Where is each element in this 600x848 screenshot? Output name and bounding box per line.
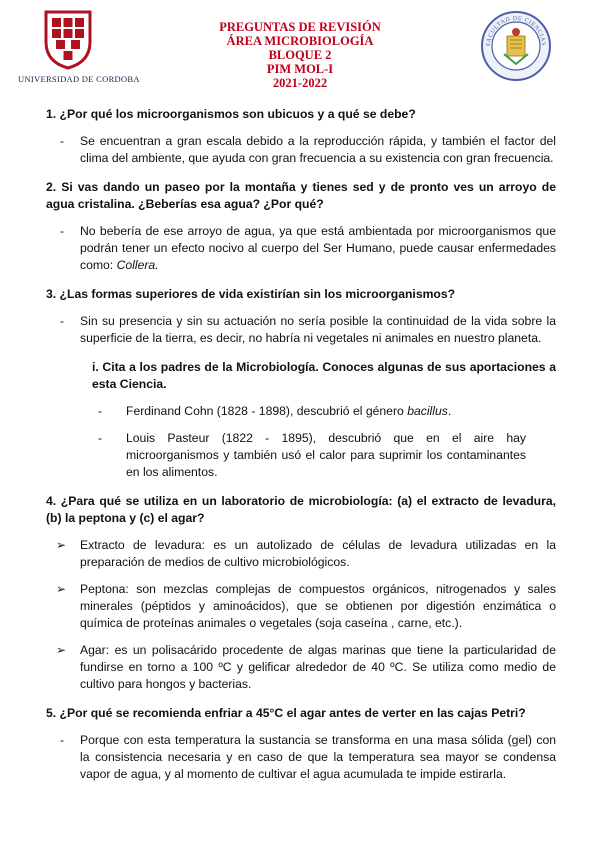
question-1: 1. ¿Por qué los microorganismos son ubicuos y a qué se debe? [46, 107, 416, 121]
answer-3 [46, 313, 556, 347]
document-body [46, 106, 556, 783]
bullet-agar-text: Agar: es un polisacárido procedente de algas marinas que tiene la particularidad de fundirse en torno a 100 ºC y gelificar alrededor de 40 ºC. Se utiliza como medio de cultivo para hongos y bacterias. [80, 643, 556, 691]
question-2: 2. Si vas dando un paseo por la montaña y tienes sed y de pronto ves un arroyo de agua cristalina. ¿Beberías esa agua? ¿Por qué? [46, 180, 556, 211]
question-5: 5. ¿Por qué se recomienda enfriar a 45°C el agar antes de verter en las cajas Petri? [46, 706, 526, 720]
bullet-peptone-text: Peptona: son mezclas complejas de compuestos orgánicos, nitrogenados y sales minerales (péptidos y aminoácidos), que se obtienen por digestión enzimática o química de proteínas animales o vegetales (soja caseína , carne, etc.). [80, 582, 556, 630]
seal-text: FACULTAD DE CIENCIAS [485, 15, 547, 47]
bullet-yeast-extract-text: Extracto de levadura: es un autolizado de células de levadura utilizadas en la preparación de medios de cultivo microbiológicos. [80, 538, 556, 569]
university-shield-icon [42, 8, 94, 70]
faculty-seal-icon [480, 10, 552, 82]
dash-marker: - [98, 431, 103, 445]
header-line-3: BLOQUE 2 [268, 48, 332, 62]
question-4: 4. ¿Para qué se utiliza en un laboratorio de microbiología: (a) el extracto de levadura, (b) la peptona y (c) el agar? [46, 494, 556, 525]
answer-5 [46, 732, 556, 783]
answer-3-text: Sin su presencia y sin su actuación no sería posible la continuidad de la vida sobre la superficie de la tierra, es decir, no habría ni vegetales ni animales en nuestro planeta. [80, 314, 556, 345]
sub-answer-2-text: Louis Pasteur (1822 - 1895), descubrió que en el aire hay microorganismos y también usó el calor para suprimir los contaminantes en los alimentos. [126, 431, 526, 479]
header-line-5: 2021-2022 [272, 76, 328, 90]
answer-5-text: Porque con esta temperatura la sustancia se transforma en una masa sólida (gel) con la consistencia necesaria y en caso de que la temperatura sea mayor se condensa vapor de agua, y al momento de cultivar el agua acumulada te impide estirarla. [80, 733, 556, 781]
sub-question-3i: i. Cita a los padres de la Microbiología. Conoces algunas de sus aportaciones a esta Ciencia. [92, 360, 556, 391]
university-logo [18, 8, 140, 84]
sub-answer-2 [46, 430, 556, 481]
dash-marker: - [60, 134, 65, 148]
answer-2-italic: Collera. [116, 258, 159, 272]
answer-2-text: No bebería de ese arroyo de agua, ya que está ambientada por microorganismos que podrán tener un efecto nocivo al cuerpo del Ser Humano, puede causar enfermedades como: [80, 224, 556, 272]
arrow-bullet-icon: ➢ [56, 582, 67, 596]
bullet-peptone [46, 581, 556, 632]
header-line-4: PIM MOL-I [266, 62, 334, 76]
dash-marker: - [60, 733, 65, 747]
header-line-2: ÁREA MICROBIOLOGÍA [226, 34, 374, 48]
sub-answer-1-tail: . [447, 404, 452, 418]
header-line-1: PREGUNTAS DE REVISIÓN [219, 20, 381, 34]
sub-answer-1-italic: bacillus [407, 404, 448, 418]
answer-1 [46, 133, 556, 167]
document-header-title [150, 20, 450, 90]
university-name: UNIVERSIDAD DE CORDOBA [18, 74, 140, 84]
answer-2 [46, 223, 556, 274]
sub-answer-1 [46, 403, 556, 420]
dash-marker: - [60, 314, 65, 328]
faculty-seal [480, 10, 552, 82]
bullet-agar [46, 642, 556, 693]
arrow-bullet-icon: ➢ [56, 538, 67, 552]
answer-1-text: Se encuentran a gran escala debido a la reproducción rápida, y también el factor del clima del ambiente, que ayuda con gran frecuencia a su existencia con gran frecuencia. [80, 134, 556, 165]
sub-answer-1-text: Ferdinand Cohn (1828 - 1898), descubrió el género [126, 404, 404, 418]
question-3: 3. ¿Las formas superiores de vida existirían sin los microorganismos? [46, 287, 456, 301]
dash-marker: - [98, 404, 103, 418]
bullet-yeast-extract [46, 537, 556, 571]
dash-marker: - [60, 224, 65, 238]
arrow-bullet-icon: ➢ [56, 643, 67, 657]
